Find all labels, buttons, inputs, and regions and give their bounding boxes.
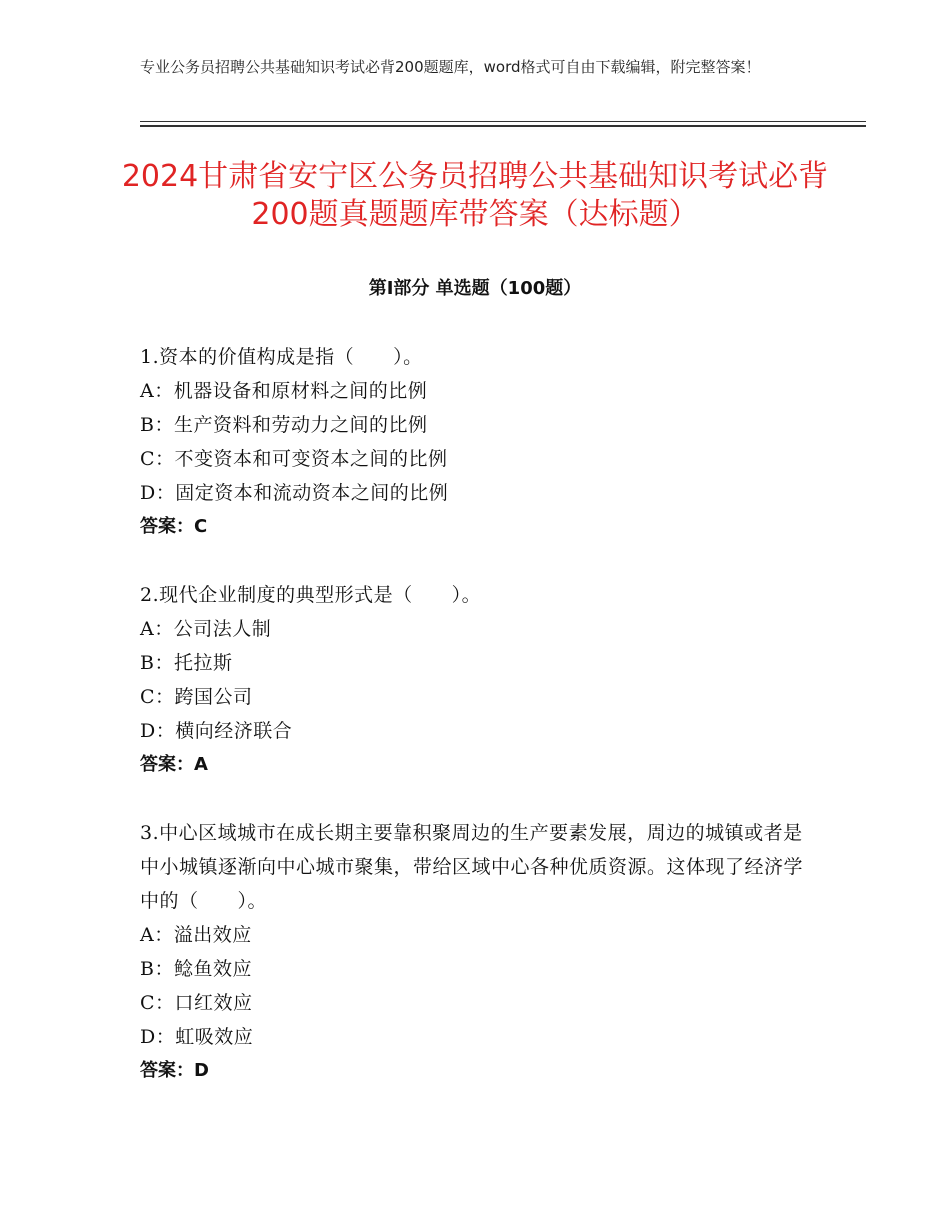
answer: 答案：A xyxy=(140,754,208,775)
question-3 xyxy=(140,816,820,1088)
option-d: D：横向经济联合 xyxy=(140,720,293,742)
option-a: A：机器设备和原材料之间的比例 xyxy=(140,380,428,402)
header-divider-thin xyxy=(140,121,866,122)
question-stem: 1.资本的价值构成是指（ ）。 xyxy=(140,346,423,368)
question-stem: 3.中心区域城市在成长期主要靠积聚周边的生产要素发展，周边的城镇或者是中小城镇逐渐向中心城市聚集，带给区域中心各种优质资源。这体现了经济学中的（ ）。 xyxy=(140,822,804,912)
option-c: C：不变资本和可变资本之间的比例 xyxy=(140,448,448,470)
option-b: B：生产资料和劳动力之间的比例 xyxy=(140,414,428,436)
option-d: D：固定资本和流动资本之间的比例 xyxy=(140,482,449,504)
option-a: A：公司法人制 xyxy=(140,618,272,640)
answer: 答案：C xyxy=(140,516,208,537)
option-b: B：托拉斯 xyxy=(140,652,233,674)
question-2 xyxy=(140,578,820,782)
question-list xyxy=(140,340,820,1122)
option-d: D：虹吸效应 xyxy=(140,1026,254,1048)
option-a: A：溢出效应 xyxy=(140,924,252,946)
header-divider-thick xyxy=(140,125,866,127)
document-title: 2024甘肃省安宁区公务员招聘公共基础知识考试必背200题真题题库带答案（达标题） xyxy=(121,159,829,232)
question-stem: 2.现代企业制度的典型形式是（ ）。 xyxy=(140,584,482,606)
question-1 xyxy=(140,340,820,544)
option-b: B：鲶鱼效应 xyxy=(140,958,252,980)
option-c: C：口红效应 xyxy=(140,992,253,1014)
header-note: 专业公务员招聘公共基础知识考试必背200题题库，word格式可自由下载编辑，附完整答案！ xyxy=(140,58,761,76)
section-heading: 第Ⅰ部分 单选题（100题） xyxy=(368,278,582,299)
answer: 答案：D xyxy=(140,1060,209,1081)
option-c: C：跨国公司 xyxy=(140,686,253,708)
